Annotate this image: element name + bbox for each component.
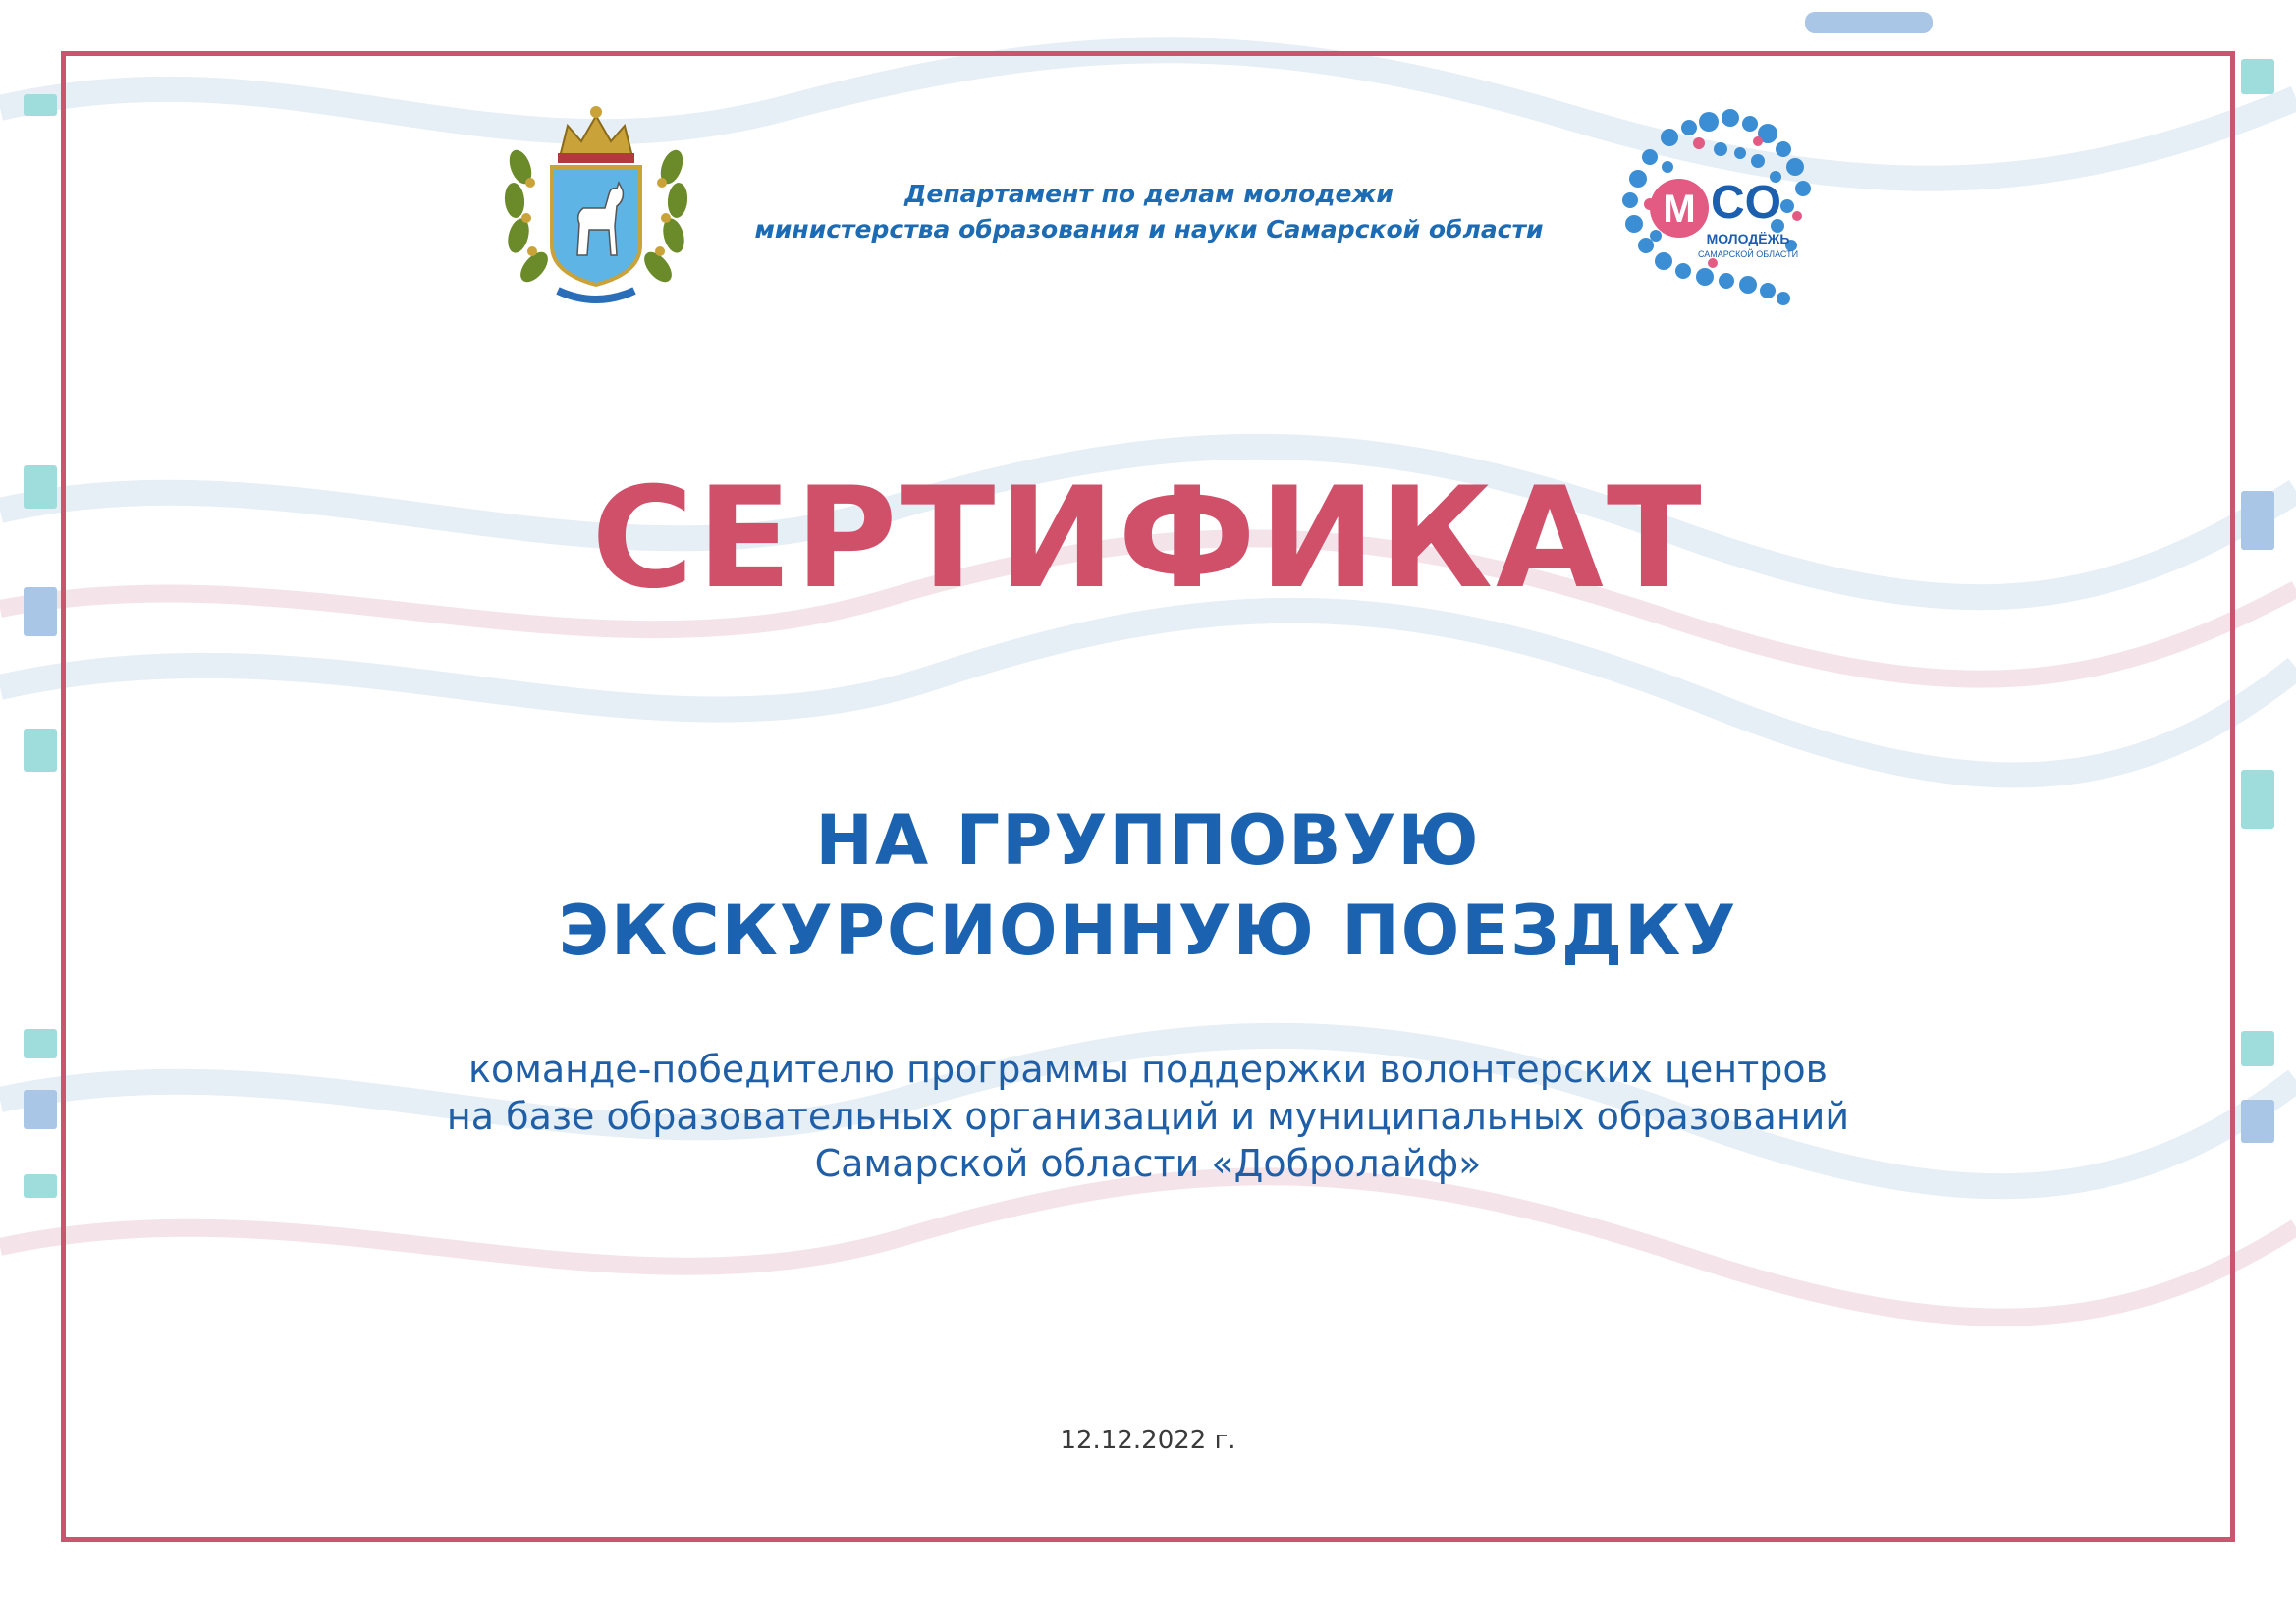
youth-samara-logo — [1611, 98, 1819, 314]
department-heading — [727, 177, 1571, 247]
department-line-2: министерства образования и науки Самарской области — [754, 215, 1544, 244]
description-line-2: на базе образовательных организаций и муниципальных образований — [446, 1095, 1850, 1138]
logo-region: САМАРСКОЙ ОБЛАСТИ — [1697, 249, 1799, 259]
subtitle-line-2: ЭКСКУРСИОННУЮ ПОЕЗДКУ — [558, 891, 1738, 971]
certificate-date: 12.12.2022 г. — [1060, 1426, 1236, 1455]
certificate-description — [255, 1046, 2041, 1187]
logo-letter-m: M — [1663, 188, 1696, 231]
logo-letters-co: CO — [1711, 177, 1781, 229]
department-line-1: Департамент по делам молодежи — [904, 180, 1394, 208]
coat-of-arms-logo — [499, 98, 693, 312]
description-line-1: команде-победителю программы поддержки волонтерских центров — [468, 1048, 1828, 1091]
description-line-3: Самарской области «Добролайф» — [814, 1142, 1482, 1185]
logo-word: МОЛОДЁЖЬ — [1706, 231, 1790, 246]
certificate-title: СЕРТИФИКАТ — [591, 458, 1705, 620]
certificate-subtitle — [295, 795, 2001, 976]
subtitle-line-1: НА ГРУППОВУЮ — [815, 800, 1481, 881]
